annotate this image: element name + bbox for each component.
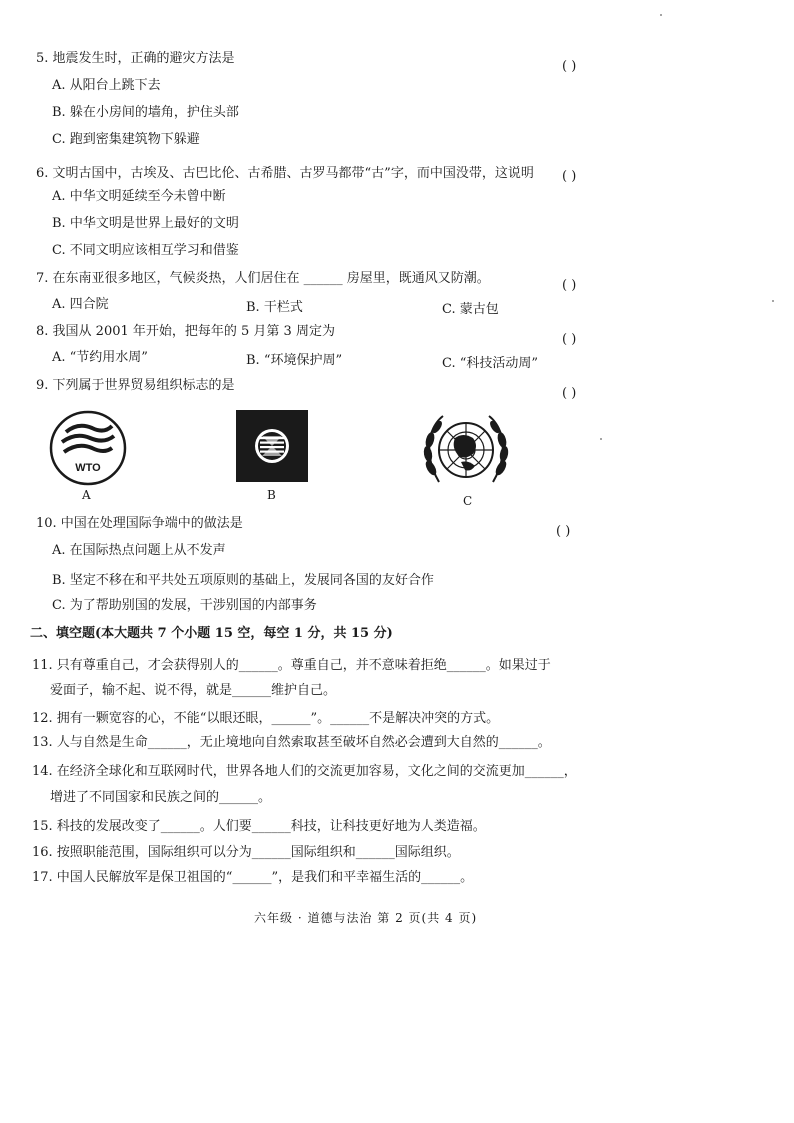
q8-stem: 8. 我国从 2001 年开始，把每年的 5 月第 3 周定为 <box>36 324 335 339</box>
q6-answer-paren: ( ) <box>562 169 577 184</box>
q9-label-c: C <box>463 494 473 508</box>
q9-label-a: A <box>82 488 91 502</box>
q10-stem: 10. 中国在处理国际争端中的做法是 <box>36 516 243 531</box>
q5-answer-paren: ( ) <box>562 59 577 74</box>
q5-stem: 5. 地震发生时，正确的避灾方法是 <box>36 51 235 66</box>
section2-heading: 二、填空题(本大题共 7 个小题 15 空，每空 1 分，共 15 分) <box>30 626 393 641</box>
q7-option-c: C. 蒙古包 <box>442 302 499 317</box>
wto-logo-text: WTO <box>75 462 101 474</box>
q5-option-b: B. 躲在小房间的墙角，护住头部 <box>52 105 239 120</box>
wto-logo <box>48 408 128 488</box>
q14-line1: 14. 在经济全球化和互联网时代，世界各地人们的交流更加容易，文化之间的交流更加______， <box>32 764 577 779</box>
q7-answer-paren: ( ) <box>562 278 577 293</box>
scan-speck <box>660 14 662 16</box>
q15-text: 15. 科技的发展改变了______。人们要______科技，让科技更好地为人类造福。 <box>32 819 486 834</box>
q11-line1: 11. 只有尊重自己，才会获得别人的______。尊重自己，并不意味着拒绝______。如果过于 <box>32 658 551 673</box>
scan-speck <box>772 300 774 302</box>
q9-stem: 9. 下列属于世界贸易组织标志的是 <box>36 378 235 393</box>
q9-label-b: B <box>267 488 276 502</box>
q7-option-a: A. 四合院 <box>52 297 109 312</box>
q8-option-b: B. “环境保护周” <box>246 353 343 368</box>
un-emblem-logo <box>421 408 511 494</box>
q8-option-c: C. “科技活动周” <box>442 356 539 371</box>
q8-answer-paren: ( ) <box>562 332 577 347</box>
q17-text: 17. 中国人民解放军是保卫祖国的“______”，是我们和平幸福生活的______。 <box>32 870 474 885</box>
page-footer: 六年级 · 道德与法治 第 2 页(共 4 页) <box>254 911 478 925</box>
q11-line2: 爱面子，输不起、说不得，就是______维护自己。 <box>50 683 337 698</box>
q10-option-b: B. 坚定不移在和平共处五项原则的基础上，发展同各国的友好合作 <box>52 573 434 588</box>
q16-text: 16. 按照职能范围，国际组织可以分为______国际组织和______国际组织。 <box>32 845 460 860</box>
q13-text: 13. 人与自然是生命______，无止境地向自然索取甚至破坏自然必会遭到大自然的______。 <box>32 735 551 750</box>
q12-text: 12. 拥有一颗宽容的心，不能“以眼还眼，______”。______不是解决冲突的方式。 <box>32 711 500 726</box>
q5-option-a: A. 从阳台上跳下去 <box>52 78 161 93</box>
q7-stem: 7. 在东南亚很多地区，气候炎热，人们居住在 ______ 房屋里，既通风又防潮。 <box>36 271 490 286</box>
scan-speck <box>600 438 602 440</box>
q10-option-c: C. 为了帮助别国的发展，干涉别国的内部事务 <box>52 598 317 613</box>
q6-stem: 6. 文明古国中，古埃及、古巴比伦、古希腊、古罗马都带“古”字，而中国没带，这说明 <box>36 166 534 181</box>
q6-option-c: C. 不同文明应该相互学习和借鉴 <box>52 243 239 258</box>
q10-answer-paren: ( ) <box>556 524 571 539</box>
q10-option-a: A. 在国际热点问题上从不发声 <box>52 543 226 558</box>
asean-logo <box>236 410 308 482</box>
q6-option-b: B. 中华文明是世界上最好的文明 <box>52 216 239 231</box>
q5-option-c: C. 跑到密集建筑物下躲避 <box>52 132 200 147</box>
q7-option-b: B. 干栏式 <box>246 300 303 315</box>
q6-option-a: A. 中华文明延续至今未曾中断 <box>52 189 226 204</box>
q8-option-a: A. “节约用水周” <box>52 350 148 365</box>
q9-answer-paren: ( ) <box>562 386 577 401</box>
q14-line2: 增进了不同国家和民族之间的______。 <box>50 790 272 805</box>
